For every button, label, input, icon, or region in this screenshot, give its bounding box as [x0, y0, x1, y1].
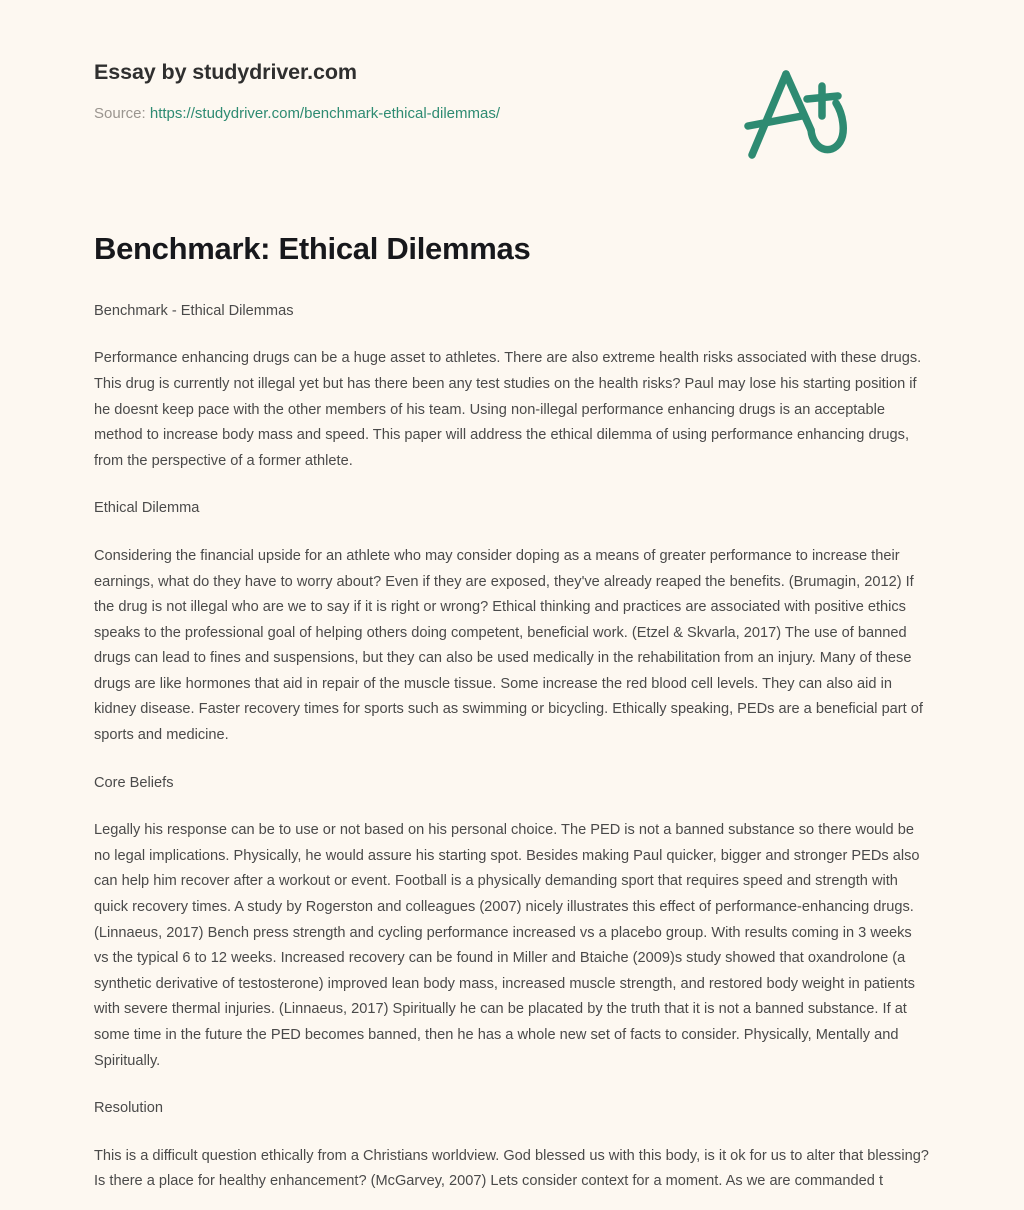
page-header	[94, 0, 930, 128]
brand-title: Essay by studydriver.com	[94, 60, 357, 84]
source-url-link[interactable]: https://studydriver.com/benchmark-ethical-dilemmas/	[149, 104, 501, 122]
source-label: Source:	[94, 104, 146, 122]
essay-body	[94, 269, 930, 1195]
section-heading-ethical-dilemma: Ethical Dilemma	[94, 500, 200, 517]
section-heading-core-beliefs: Core Beliefs	[94, 774, 174, 791]
paragraph-core-beliefs: Legally his response can be to use or not based on his personal choice. The PED is not a banned substance so there would be no legal implications. Physically, he would assure his starting spot. Besides making Paul quicker, bigger and stronger PEDs also can help him recover after a workout or event. Football is a physically demanding sport that requires speed and strength with quick recovery times. A study by Rogerston and colleagues (2007) nicely illustrates this effect of performance-enhancing drugs. (Linnaeus, 2017) Bench press strength and cycling performance increased vs a placebo group. With results coming in 3 weeks vs the typical 6 to 12 weeks. Increased recovery can be found in Miller and Btaiche (2009)s study showed that oxandrolone (a synthetic derivative of testosterone) improved lean body mass, increased muscle strength, and restored body weight in patients with severe thermal injuries. (Linnaeus, 2017) Spiritually he can be placated by the truth that it is not a banned substance. If at some time in the future the PED becomes banned, then he has a whole new set of facts to consider. Physically, Mentally and Spiritually.	[94, 822, 920, 1069]
section-heading-resolution: Resolution	[94, 1100, 163, 1117]
paragraph-subtitle: Benchmark - Ethical Dilemmas	[94, 302, 294, 319]
paragraph-ethical-dilemma: Considering the financial upside for an athlete who may consider doping as a means of greater performance to increase their earnings, what do they have to worry about? Even if they are exposed, they've already reaped the benefits. (Brumagin, 2012) If the drug is not illegal who are we to say if it is right or wrong? Ethical thinking and practices are associated with positive ethics speaks to the professional goal of helping others doing competent, beneficial work. (Etzel & Skvarla, 2017) The use of banned drugs can lead to fines and suspensions, but they can also be used medically in the rehabilitation from an injury. Many of these drugs are like hormones that aid in repair of the muscle tissue. Some increase the red blood cell levels. They can also aid in kidney disease. Faster recovery times for sports such as swimming or bicycling. Ethically speaking, PEDs are a beneficial part of sports and medicine.	[94, 547, 923, 744]
studydriver-a-plus-logo	[736, 58, 856, 168]
paragraph-intro: Performance enhancing drugs can be a huge asset to athletes. There are also extreme health risks associated with these drugs. This drug is currently not illegal yet but has there been any test studies on the health risks? Paul may lose his starting position if he doesnt keep pace with the other members of his team. Using non-illegal performance enhancing drugs is an acceptable method to increase body mass and speed. This paper will address the ethical dilemma of using performance enhancing drugs, from the perspective of a former athlete.	[94, 350, 922, 469]
paragraph-resolution: This is a difficult question ethically from a Christians worldview. God blessed us with this body, is it ok for us to alter that blessing? Is there a place for healthy enhancement? (McGarvey, 2007) Lets consider context for a moment. As we are commanded t	[94, 1147, 929, 1190]
a-plus-icon	[736, 58, 856, 168]
page-title: Benchmark: Ethical Dilemmas	[94, 231, 531, 266]
